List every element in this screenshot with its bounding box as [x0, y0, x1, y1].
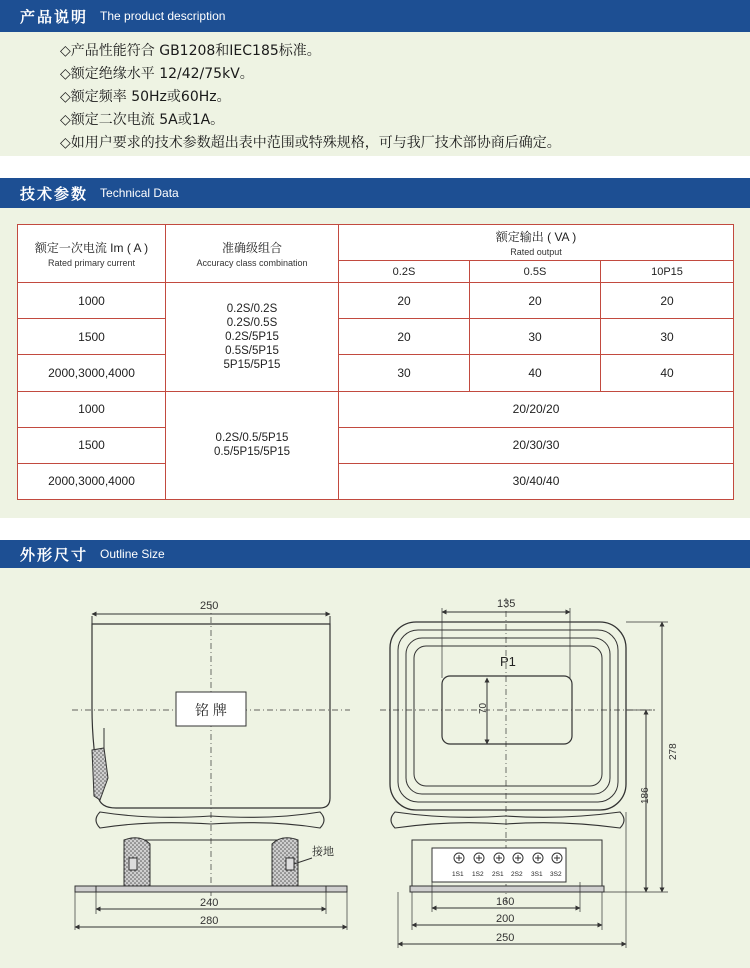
header-output-zh: 额定输出 ( VA ): [495, 230, 577, 245]
header-output-en: Rated output: [510, 247, 562, 258]
value-cell: 20: [470, 283, 601, 319]
technical-title-zh: 技术参数: [20, 184, 89, 203]
side-dim-186: 186: [640, 787, 651, 804]
value-cell: 30: [470, 319, 601, 355]
combo-line: 5P15/5P15: [223, 358, 281, 371]
current-cell: 2000,3000,4000: [18, 463, 166, 499]
header-current-en: Rated primary current: [47, 258, 136, 269]
side-dim-200: 200: [496, 913, 515, 925]
side-dim-70: 70: [478, 702, 489, 714]
value-cell: 40: [470, 355, 601, 391]
ground-label: 接地: [312, 846, 334, 858]
combo-line: 0.2S/5P15: [225, 330, 279, 343]
header-current-zh: 额定一次电流 Im ( A ): [34, 241, 149, 256]
header-current: [18, 225, 166, 283]
side-view: [380, 598, 668, 948]
p1-label: P1: [500, 654, 516, 669]
side-dim-250: 250: [496, 932, 515, 944]
header-output: [339, 225, 734, 261]
subheader-cell: 10P15: [601, 261, 734, 283]
outline-drawing: [0, 568, 750, 968]
current-cell: 1500: [18, 319, 166, 355]
current-cell: 1000: [18, 391, 166, 427]
combo-line: 0.2S/0.5S: [226, 316, 278, 329]
value-cell: 20: [601, 283, 734, 319]
outline-header: [0, 540, 750, 568]
front-dim-280: 280: [200, 915, 219, 927]
value-cell: 30: [339, 355, 470, 391]
terminal-label: 3S1: [531, 871, 543, 878]
side-dim-160: 160: [496, 896, 515, 908]
description-item: ◇如用户要求的技术参数超出表中范围或特殊规格，可与我厂技术部协商后确定。: [60, 135, 561, 151]
description-header: [0, 0, 750, 32]
value-cell: 30/40/40: [339, 463, 734, 499]
value-cell: 20/20/20: [339, 391, 734, 427]
front-dim-top: 250: [200, 600, 219, 612]
technical-title-en: Technical Data: [100, 186, 179, 200]
table-row: [18, 427, 734, 463]
description-item: ◇额定频率 50Hz或60Hz。: [60, 89, 231, 105]
side-dim-278: 278: [668, 743, 679, 760]
description-item: ◇额定绝缘水平 12/42/75kV。: [60, 66, 254, 82]
table-row: [18, 463, 734, 499]
terminal-label: 2S2: [511, 871, 523, 878]
technical-table: [17, 224, 734, 500]
description-title-zh: 产品说明: [20, 7, 89, 26]
subheader-cell: 0.5S: [470, 261, 601, 283]
terminal-label: 1S2: [472, 871, 484, 878]
description-panel: [0, 32, 750, 156]
combo-cell-group2: [166, 391, 339, 499]
outline-title-en: Outline Size: [100, 547, 165, 561]
value-cell: 20: [339, 319, 470, 355]
table-header-row: [18, 225, 734, 261]
value-cell: 20: [339, 283, 470, 319]
table-row: [18, 391, 734, 427]
value-cell: 40: [601, 355, 734, 391]
table-row: [18, 283, 734, 319]
combo-cell-group1: [166, 283, 339, 391]
nameplate-label: 铭 牌: [195, 702, 227, 718]
outline-title-zh: 外形尺寸: [20, 545, 89, 564]
table-row: [18, 319, 734, 355]
front-dim-240: 240: [200, 897, 219, 909]
current-cell: 1500: [18, 427, 166, 463]
combo-line: 0.5/5P15/5P15: [213, 446, 291, 459]
table-row: [18, 355, 734, 391]
header-accuracy-en: Accuracy class combination: [196, 258, 308, 269]
header-accuracy: [166, 225, 339, 283]
header-accuracy-zh: 准确级组合: [221, 241, 282, 256]
terminal-label: 3S2: [550, 871, 562, 878]
description-item: ◇额定二次电流 5A或1A。: [60, 112, 225, 128]
terminal-label: 1S1: [452, 871, 464, 878]
current-cell: 1000: [18, 283, 166, 319]
side-dim-135: 135: [497, 598, 516, 610]
current-cell: 2000,3000,4000: [18, 355, 166, 391]
value-cell: 20/30/30: [339, 427, 734, 463]
front-view: [72, 604, 350, 930]
technical-header: [0, 178, 750, 208]
description-title-en: The product description: [100, 9, 226, 23]
combo-line: 0.2S/0.5/5P15: [215, 432, 289, 445]
description-item: ◇产品性能符合 GB1208和IEC185标准。: [60, 43, 321, 59]
combo-line: 0.2S/0.2S: [226, 302, 278, 315]
subheader-cell: 0.2S: [339, 261, 470, 283]
value-cell: 30: [601, 319, 734, 355]
combo-line: 0.5S/5P15: [225, 344, 279, 357]
description-list: [60, 40, 561, 155]
terminal-label: 2S1: [492, 871, 504, 878]
